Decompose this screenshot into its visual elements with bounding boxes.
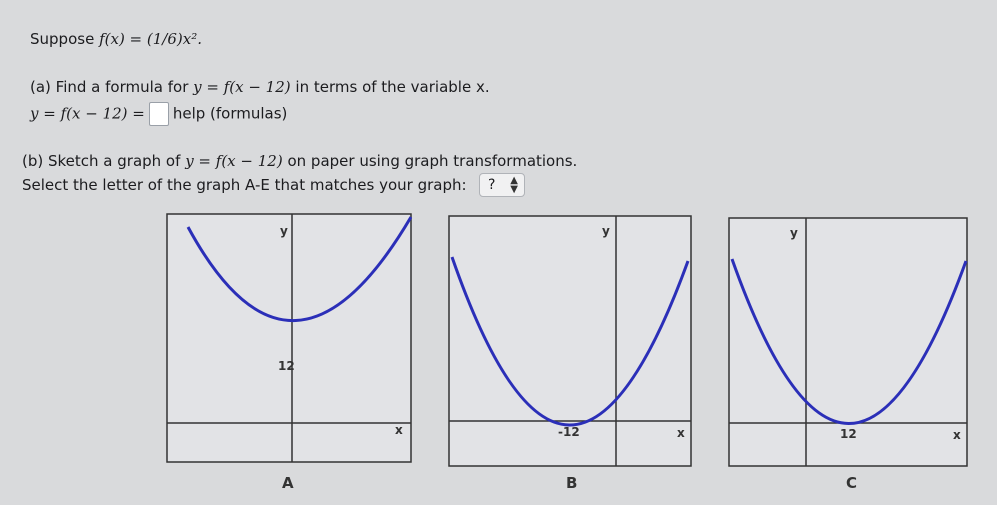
part-b-line	[22, 152, 577, 170]
help-formulas-link[interactable]: help (formulas)	[172, 104, 288, 123]
y-axis-label: y	[602, 224, 610, 238]
x-axis-label: x	[953, 428, 961, 442]
graph-a-letter: A	[282, 474, 294, 492]
mark-label: 12	[278, 359, 295, 373]
select-value: ?	[488, 177, 496, 193]
select-prompt: Select the letter of the graph A-E that matches your graph:	[22, 176, 467, 194]
part-a-expression: y = f(x − 12)	[193, 78, 291, 96]
function-definition: f(x) = (1/6)x².	[99, 30, 202, 48]
part-a-suffix: in terms of the variable x.	[295, 78, 490, 96]
mark-label: 12	[840, 427, 857, 441]
mark-label: -12	[558, 425, 580, 439]
updown-arrows-icon: ▲ ▼	[510, 175, 518, 195]
part-b-expression: y = f(x − 12)	[185, 152, 283, 170]
part-b-text: (b) Sketch a graph of	[22, 152, 181, 170]
answer-lhs: y = f(x − 12) =	[30, 104, 145, 123]
graph-b-letter: B	[566, 474, 578, 492]
graph-letter-select[interactable]	[479, 173, 525, 197]
y-axis-label: y	[280, 224, 288, 238]
graph-b[interactable]	[448, 215, 692, 467]
suppose-label: Suppose	[30, 30, 95, 48]
suppose-line	[30, 30, 202, 48]
x-axis-label: x	[395, 423, 403, 437]
graph-c[interactable]	[728, 217, 968, 467]
graph-c-letter: C	[846, 474, 858, 492]
part-b-suffix: on paper using graph transformations.	[287, 152, 578, 170]
answer-line	[30, 102, 287, 126]
part-a-text: (a) Find a formula for	[30, 78, 189, 96]
x-axis-label: x	[677, 426, 685, 440]
y-axis-label: y	[790, 226, 798, 240]
part-a-line	[30, 78, 490, 96]
answer-input[interactable]	[149, 102, 169, 126]
graph-a[interactable]	[166, 213, 412, 463]
